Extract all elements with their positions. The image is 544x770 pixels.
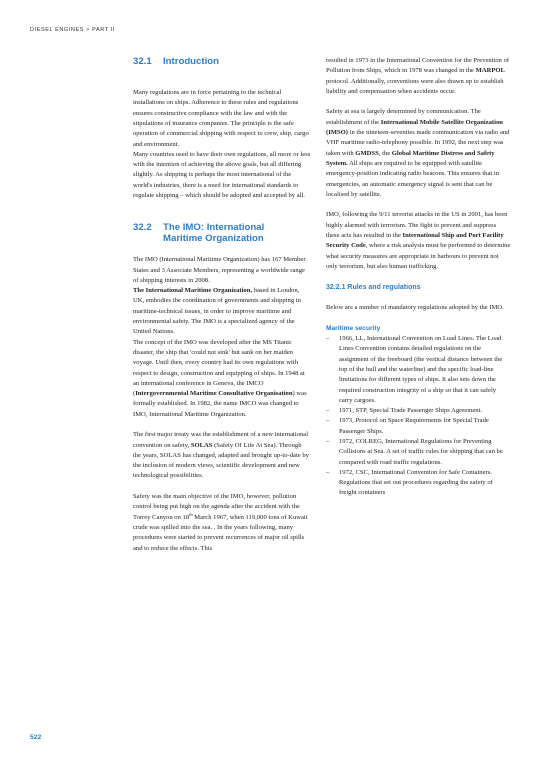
list-item: – 1973, Protocol on Space Requirements for Special Trade Passenger Ships.	[326, 416, 511, 437]
text-run: Safety at sea is largely determined by communication. The establishment of the	[326, 108, 481, 126]
text-run: IMO, following the 9/11 terrorist attacks in the US in 2001, has been highly alarmed with terrorism. The fight to prevent and suppress these acts has resulted in the	[326, 211, 508, 240]
subsection-heading-rules: 32.2.1 Rules and regulations	[326, 283, 421, 291]
text-run: resulted in 1973 in the International Convention for the Prevention of Pollution from Ships, which in 1978 was changed in the	[326, 57, 510, 75]
paragraph	[326, 56, 511, 97]
list-item: – 1972, COLREG, International Regulations for Preventing Collisions at Sea. A set of traffic rules for shipping that can be compared with road traffic regulations.	[326, 437, 511, 468]
paragraph: Many regulations are in force pertaining to the technical installations on ships. Adherence to these rules and regulations ensures constructive compliance with the law and with the stipulations of insurance companies. The principle is the safe operation of commercial shipping with respect to crew, ship, cargo and environment.	[133, 89, 309, 148]
text-run: (Safety Of Life At Sea). Through the years, SOLAS has changed, adapted and brought up-to-date by the inclusion of modern views, scientific development and new technological possibilities.	[133, 441, 309, 480]
section-number: 32.1	[133, 56, 152, 67]
text-run: March 1967, when 119,000 tons of Kuwait crude was spilled into the sea. . In the years following, many procedures were started to prevent recurrences of major oil spills and to reduce the effects. This	[133, 513, 308, 552]
paragraph: The IMO (International Maritime Organization) has 167 Member States and 3 Associate Members, representing a worldwide range of shipping interests in 2008.	[133, 256, 306, 284]
paragraph	[326, 107, 511, 200]
section-title-line2: Maritime Organization	[163, 233, 264, 245]
paragraph	[133, 286, 311, 337]
bold-term: International Mobile Satellite Organization (IMSO)	[326, 118, 503, 137]
section-title: Introduction	[163, 56, 219, 67]
text-run: , the	[378, 149, 392, 157]
bold-term: Intergovernmental Maritime Consultative Organisation	[135, 390, 293, 398]
paragraph: Below are a number of mandatory regulations adopted by the IMO.	[326, 304, 504, 312]
text-run: The concept of the IMO was developed after the MS Titanic disaster, the ship that 'could not sink' but sank on her maiden voyage. Until then, every country had its own regulations with respect to design, construction and equipping of ships. In 1948 at an international conference in Geneva, the IMCO (	[133, 338, 305, 398]
regulation-list	[326, 334, 511, 499]
bold-term: International Ship and Port Facility Security Code	[326, 232, 504, 250]
section-heading-imo	[133, 222, 311, 245]
text-run: based in London, UK, embodies the coordination of governments and shipping in maritime-technical issues, in order to improve maritime and environmental safety. The IMO is a specialized agency of the United Nations.	[133, 287, 301, 336]
paragraph	[133, 338, 311, 420]
paragraph	[133, 430, 311, 481]
text-run: ) was formally established. In 1982, the name IMCO was changed to IMO, International Maritime Organization.	[133, 390, 307, 418]
paragraph	[133, 492, 311, 554]
list-item: – 1966, LL, International Convention on Load Lines. The Load Lines Convention contains detailed regulations on the assignment of the freeboard (the vertical distance between the top of the hull and the waterline) and the specific load-line limitations for different types of ships. It also sets down the required construction integrity of a ship so that it can safely carry cargoes.	[326, 334, 511, 406]
running-head: DIESEL ENGINES > PART II	[30, 27, 115, 33]
bold-term: The International Maritime Organization,	[133, 287, 253, 295]
list-item: – 1971, STP, Special Trade Passenger Ships Agreement.	[326, 406, 511, 416]
list-item: – 1972, CSC, International Convention for Safe Containers. Regulations that set out procedures regarding the safety of freight containers	[326, 468, 511, 499]
bold-term: SOLAS	[190, 441, 213, 449]
page-number: 522	[30, 734, 42, 741]
text-run: , where a risk analysis must be performed to determine what security measures are appropriate in harbours to prevent not only terrorism, but also human trafficking.	[326, 242, 511, 270]
paragraph: Many countries used to have their own regulations, all more or less with the intention of achieving the above goals, but all differing slightly. As shipping is perhaps the most international of the world's industries, there is a need for international standards to regulate shipping – which should be adopted and accepted by all.	[133, 150, 311, 200]
subheading-maritime-security: Maritime security	[326, 324, 381, 332]
text-run: protocol. Additionally, conventions were also drawn up to establish liability and compensation when accidents occur.	[326, 77, 504, 95]
bold-term: MARPOL	[475, 67, 505, 75]
text-run: All ships are required to be equipped with satellite emergency-position indicating radio beacons. This ensures that in emergencies, an automatic emergency signal is sent that can be localised by satellite.	[326, 159, 499, 198]
superscript: th	[189, 511, 193, 517]
text-run: Safety was the main objective of the IMO, however, pollution control being put high on the agenda after the accident with the Torrey Canyon on 18	[133, 493, 300, 521]
bold-term: GMDSS	[355, 149, 379, 157]
section-title-line1: The IMO: International	[163, 221, 265, 233]
section-number: 32.2	[133, 221, 152, 233]
bold-term: Global Maritime Distress and Safety System.	[326, 149, 495, 167]
text-run: The first major treaty was the establishment of a new international convention on safety,	[133, 431, 309, 449]
section-heading-introduction	[133, 56, 311, 68]
right-column	[326, 56, 511, 499]
left-column	[133, 56, 311, 554]
text-run: in the nineteen-seventies made communication via radio and VHF maritime radio-telephony possible. In 1992, the next step was taken with	[326, 129, 510, 157]
paragraph	[326, 210, 511, 272]
